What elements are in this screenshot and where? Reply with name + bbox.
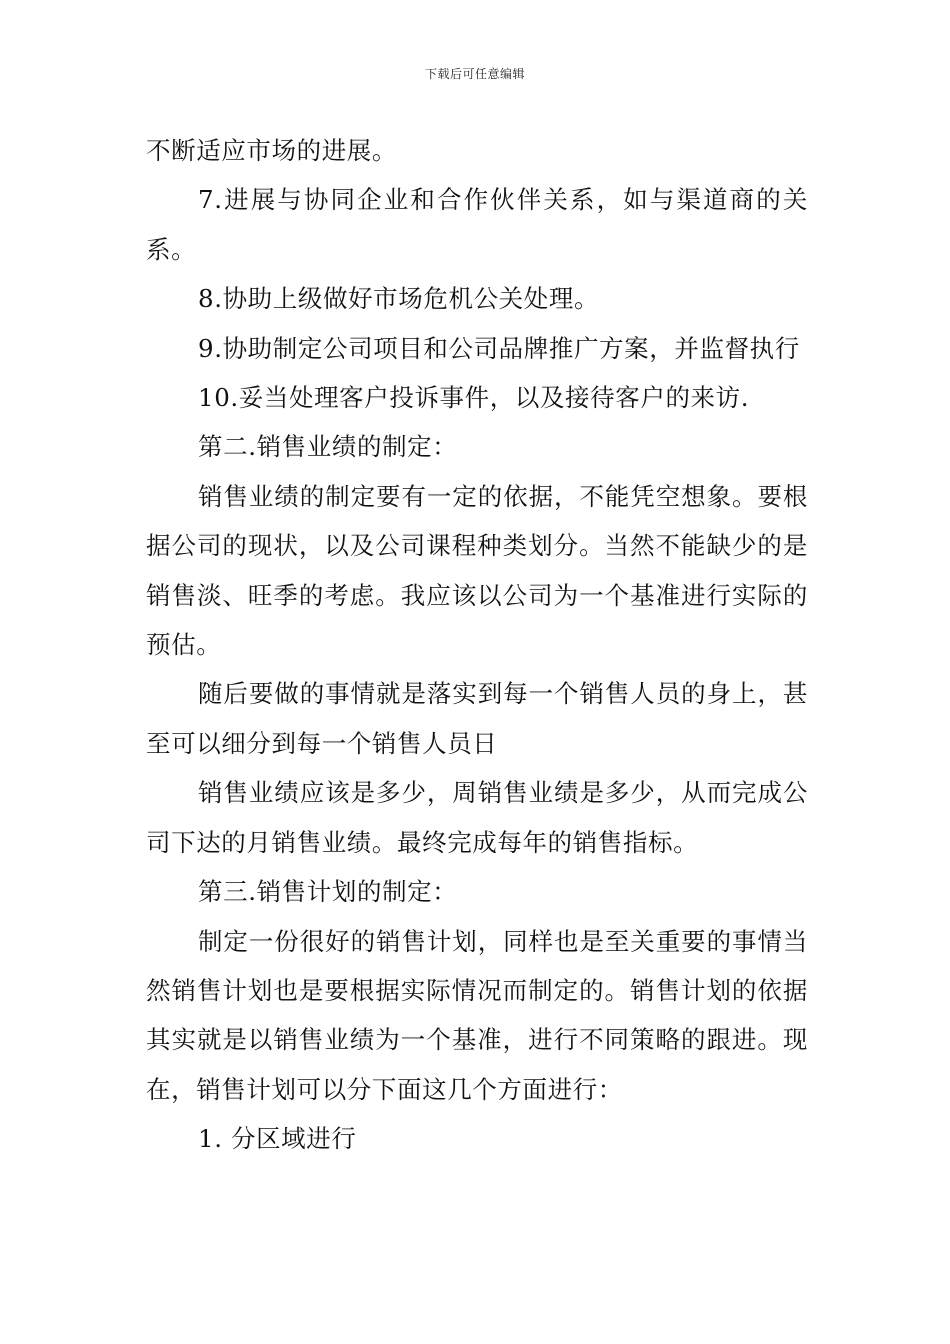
section-heading-3: 第三.销售计划的制定： bbox=[198, 877, 458, 907]
document-body bbox=[146, 126, 808, 1164]
paragraph-item-8: 8.协助上级做好市场危机公关处理。 bbox=[198, 284, 600, 314]
paragraph-sales-amount: 销售业绩应该是多少，周销售业绩是多少，从而完成公司下达的月销售业绩。最终完成每年的销售指标。 bbox=[146, 778, 808, 857]
page-header: 下载后可任意编辑 bbox=[424, 67, 525, 81]
paragraph-sales-target: 销售业绩的制定要有一定的依据，不能凭空想象。要根据公司的现状，以及公司课程种类划分。当然不能缺少的是销售淡、旺季的考虑。我应该以公司为一个基准进行实际的预估。 bbox=[146, 481, 808, 660]
paragraph-sales-plan: 制定一份很好的销售计划，同样也是至关重要的事情当然销售计划也是要根据实际情况而制定的。销售计划的依据其实就是以销售业绩为一个基准，进行不同策略的跟进。现在，销售计划可以分下面这几个方面进行： bbox=[146, 926, 808, 1104]
paragraph-item-10: 10.妥当处理客户投诉事件，以及接待客户的来访. bbox=[198, 383, 750, 413]
paragraph-assign-staff: 随后要做的事情就是落实到每一个销售人员的身上，甚至可以细分到每一个销售人员日 bbox=[146, 679, 808, 758]
list-item-by-region: 1. 分区域进行 bbox=[198, 1124, 357, 1154]
paragraph-item-9: 9.协助制定公司项目和公司品牌推广方案，并监督执行 bbox=[198, 333, 800, 363]
paragraph-item-7: 7.进展与协同企业和合作伙伴关系，如与渠道商的关系。 bbox=[146, 185, 808, 264]
section-heading-2: 第二.销售业绩的制定： bbox=[198, 432, 458, 462]
paragraph-continuation: 不断适应市场的进展。 bbox=[146, 136, 397, 165]
